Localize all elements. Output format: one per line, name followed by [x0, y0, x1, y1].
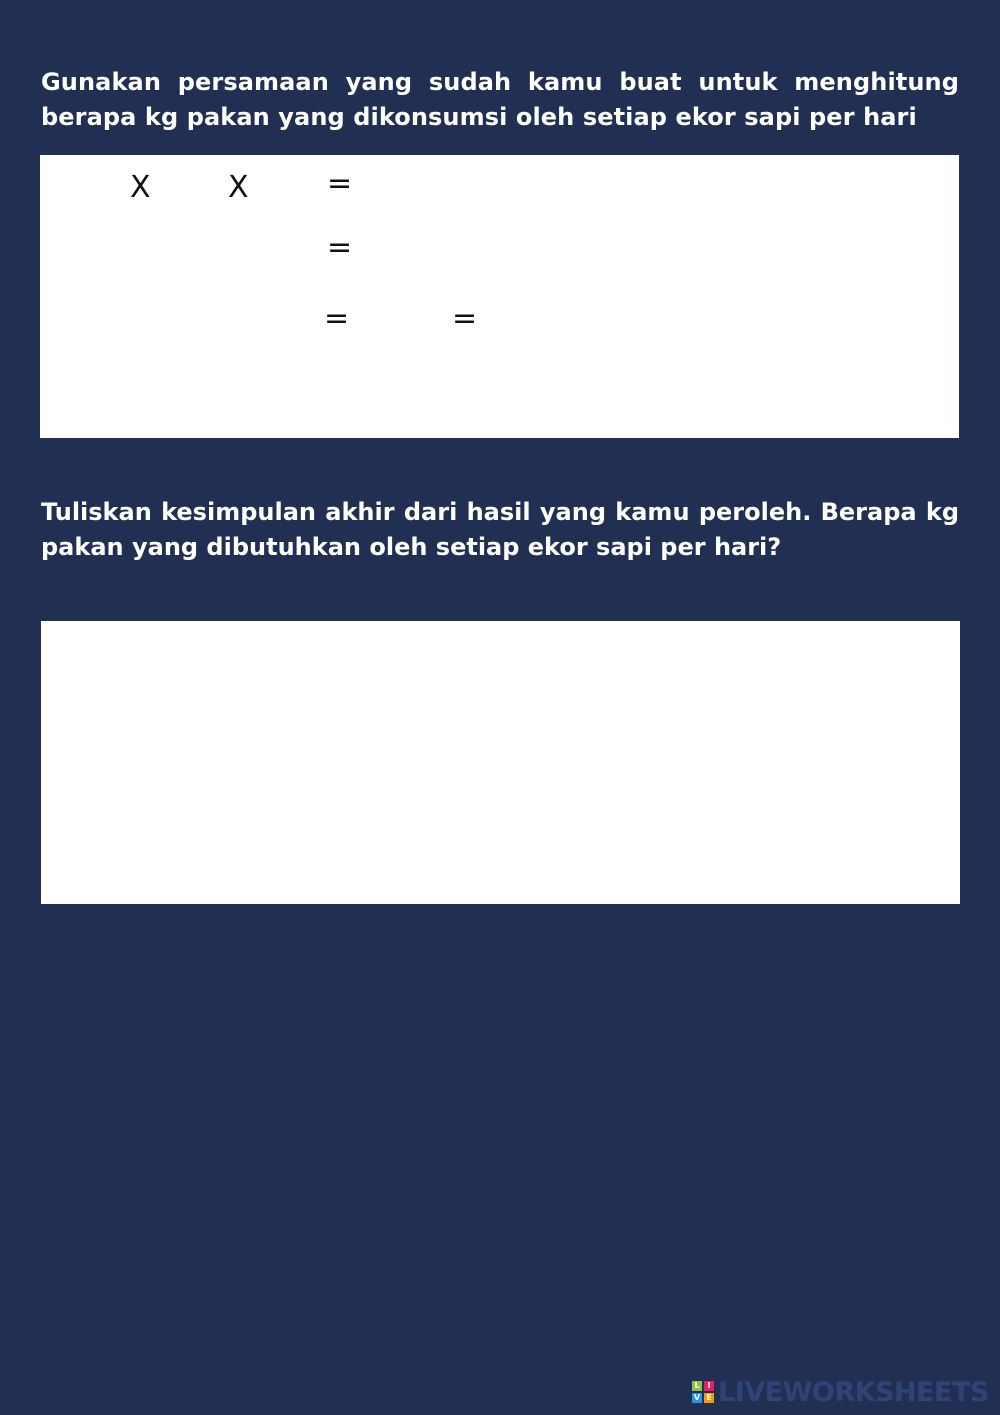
times-symbol: X: [130, 170, 151, 205]
conclusion-answer-box[interactable]: [41, 621, 960, 904]
logo-tile: E: [704, 1393, 714, 1403]
logo-tile: L: [692, 1381, 702, 1391]
calculation-answer-box[interactable]: [40, 155, 959, 438]
equals-symbol: =: [452, 301, 478, 336]
question-1-text: Gunakan persamaan yang sudah kamu buat untuk menghitung berapa kg pakan yang dikonsumsi oleh setiap ekor sapi per hari: [41, 68, 959, 131]
liveworksheets-logo-icon: [692, 1381, 714, 1403]
logo-tile: V: [693, 1393, 701, 1402]
equals-symbol: =: [327, 166, 353, 201]
watermark-text: LIVEWORKSHEETS: [718, 1376, 989, 1408]
equals-symbol: =: [327, 230, 353, 265]
question-2-text: Tuliskan kesimpulan akhir dari hasil yang kamu peroleh. Berapa kg pakan yang dibutuhkan oleh setiap ekor sapi per hari?: [41, 498, 959, 561]
liveworksheets-watermark: [692, 1377, 989, 1407]
logo-tile: I: [704, 1381, 714, 1391]
equals-symbol: =: [324, 301, 350, 336]
times-symbol: X: [228, 170, 249, 205]
